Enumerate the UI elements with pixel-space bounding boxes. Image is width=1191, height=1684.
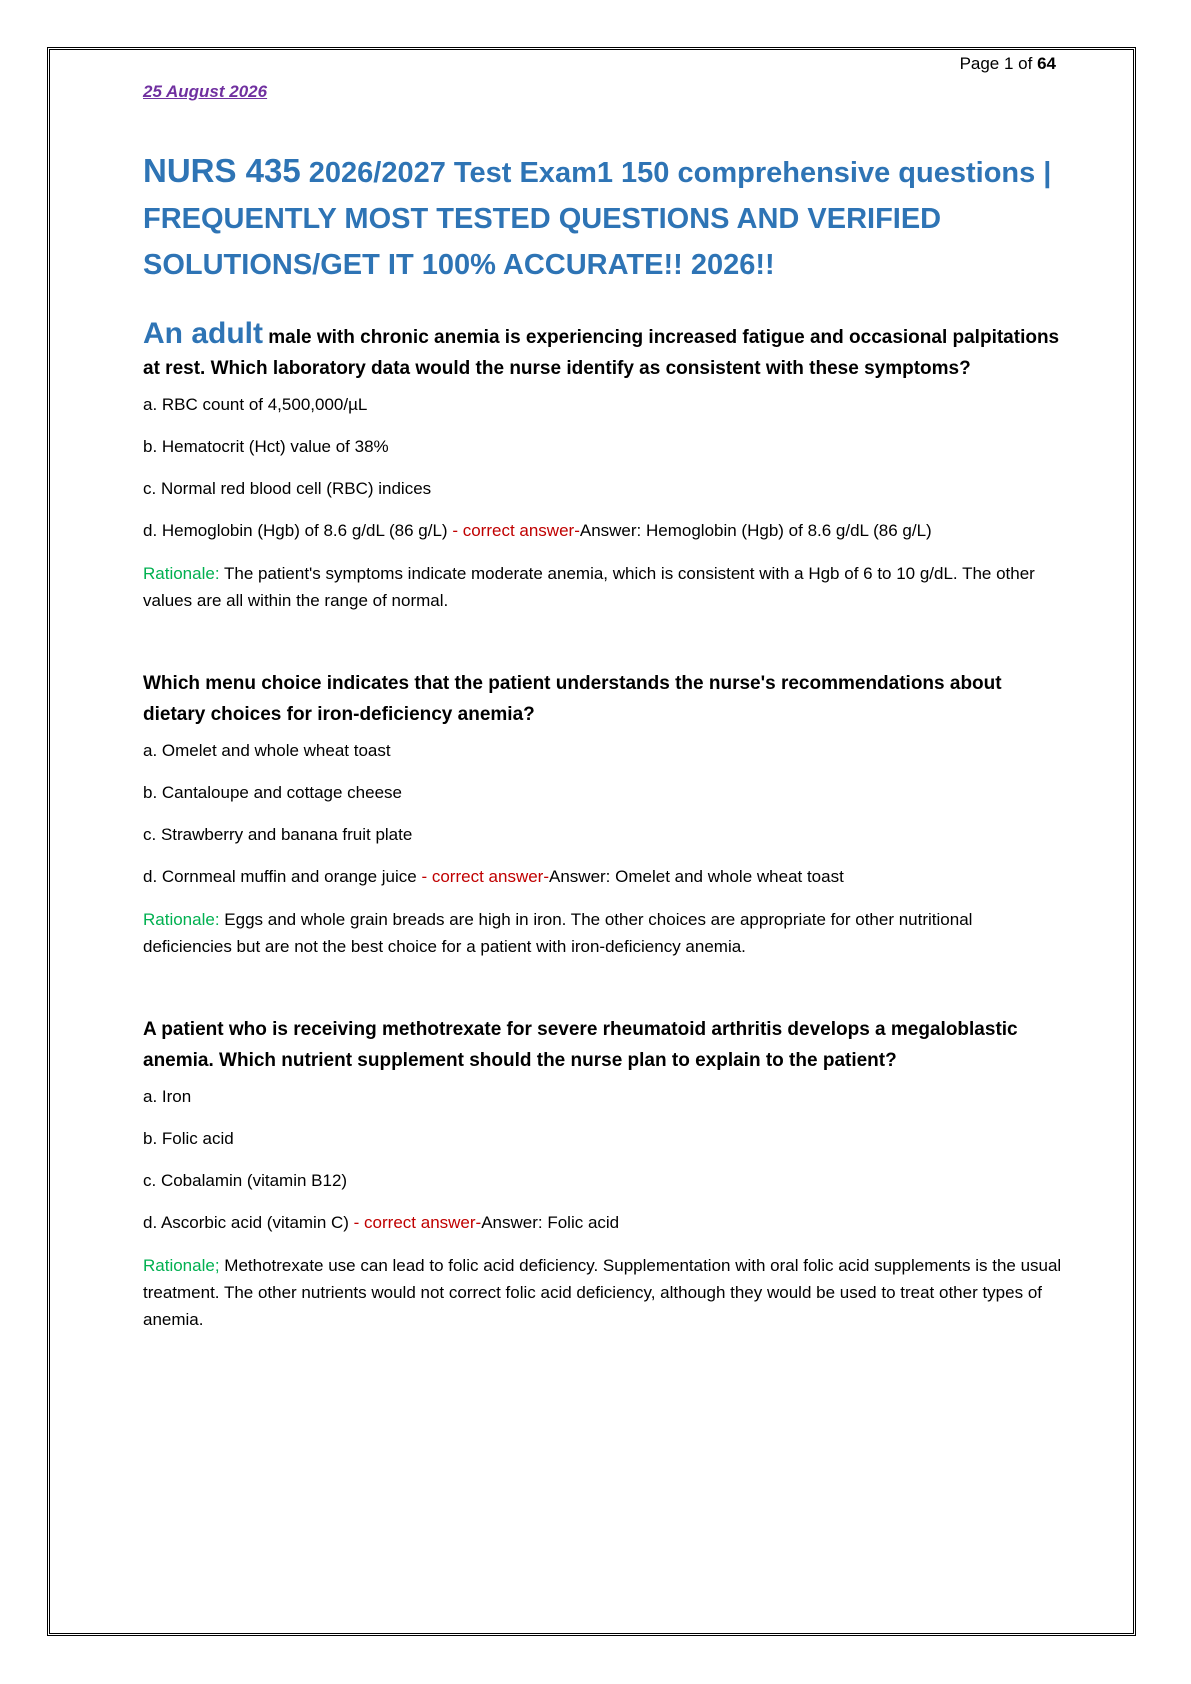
question-body: A patient who is receiving methotrexate for severe rheumatoid arthritis develops a megaloblastic anemia. Which nutrient supplement should the nurse plan to explain to the patient?: [143, 1019, 1018, 1071]
question-block: [143, 1014, 1063, 1333]
option-d: [143, 864, 1063, 890]
rationale: [143, 560, 1063, 614]
option-a: a. Iron: [143, 1087, 192, 1106]
option-b: b. Folic acid: [143, 1129, 234, 1148]
option-d: [143, 518, 1063, 544]
question-body: Which menu choice indicates that the patient understands the nurse's recommendations about dietary choices for iron-deficiency anemia?: [143, 673, 1002, 725]
option-c: c. Cobalamin (vitamin B12): [143, 1171, 348, 1190]
option-b: b. Cantaloupe and cottage cheese: [143, 783, 402, 802]
document-title: [143, 148, 1063, 288]
rationale: [143, 906, 1063, 960]
question-text: [143, 1014, 1063, 1076]
option-a: a. Omelet and whole wheat toast: [143, 741, 391, 760]
rationale-label: Rationale:: [143, 910, 220, 929]
rationale-text: The patient's symptoms indicate moderate anemia, which is consistent with a Hgb of 6 to 10 g/dL. The other values are all within the range of normal.: [143, 564, 1035, 610]
rationale-text: Eggs and whole grain breads are high in iron. The other choices are appropriate for other nutritional deficiencies but are not the best choice for a patient with iron-deficiency anemia.: [143, 910, 973, 956]
title-rest: 2026/2027 Test Exam1 150 comprehensive questions | FREQUENTLY MOST TESTED QUESTIONS AND VERIFIED SOLUTIONS/GET IT 100% ACCURATE!! 2026!!: [143, 157, 1052, 281]
option-b: b. Hematocrit (Hct) value of 38%: [143, 437, 389, 456]
question-lead: An adult: [143, 317, 263, 350]
page-number-label: Page 1 of: [959, 54, 1038, 73]
title-lead: NURS 435: [143, 152, 301, 189]
questions-container: [143, 318, 1063, 1387]
answer-text: Answer: Hemoglobin (Hgb) of 8.6 g/dL (86 g/L): [579, 521, 932, 540]
question-block: [143, 668, 1063, 960]
question-text: [143, 668, 1063, 730]
answer-text: Answer: Folic acid: [481, 1213, 620, 1232]
answer-text: Answer: Omelet and whole wheat toast: [549, 867, 844, 886]
option-d: [143, 1210, 1063, 1236]
question-body: male with chronic anemia is experiencing increased fatigue and occasional palpitations at rest. Which laboratory data would the nurse identify as consistent with these symptoms?: [143, 327, 1060, 379]
rationale-label: Rationale:: [143, 564, 220, 583]
rationale-label: Rationale;: [143, 1256, 220, 1275]
page-total: 64: [1037, 54, 1056, 73]
option-d-text: d. Ascorbic acid (vitamin C): [143, 1213, 349, 1232]
option-d-text: d. Cornmeal muffin and orange juice: [143, 867, 417, 886]
document-date: 25 August 2026: [143, 82, 268, 101]
rationale: [143, 1252, 1063, 1333]
option-c: c. Strawberry and banana fruit plate: [143, 825, 413, 844]
option-c: c. Normal red blood cell (RBC) indices: [143, 479, 432, 498]
rationale-text: Methotrexate use can lead to folic acid deficiency. Supplementation with oral folic acid supplements is the usual treatment. The other nutrients would not correct folic acid deficiency, although they would be used to treat other types of anemia.: [143, 1256, 1062, 1329]
option-a: a. RBC count of 4,500,000/µL: [143, 395, 368, 414]
option-d-text: d. Hemoglobin (Hgb) of 8.6 g/dL (86 g/L): [143, 521, 448, 540]
correct-answer-marker: - correct answer-: [447, 521, 580, 540]
correct-answer-marker: - correct answer-: [416, 867, 549, 886]
correct-answer-marker: - correct answer-: [348, 1213, 482, 1232]
question-text: [143, 318, 1063, 384]
page-number: [960, 54, 1056, 74]
question-block: [143, 318, 1063, 614]
